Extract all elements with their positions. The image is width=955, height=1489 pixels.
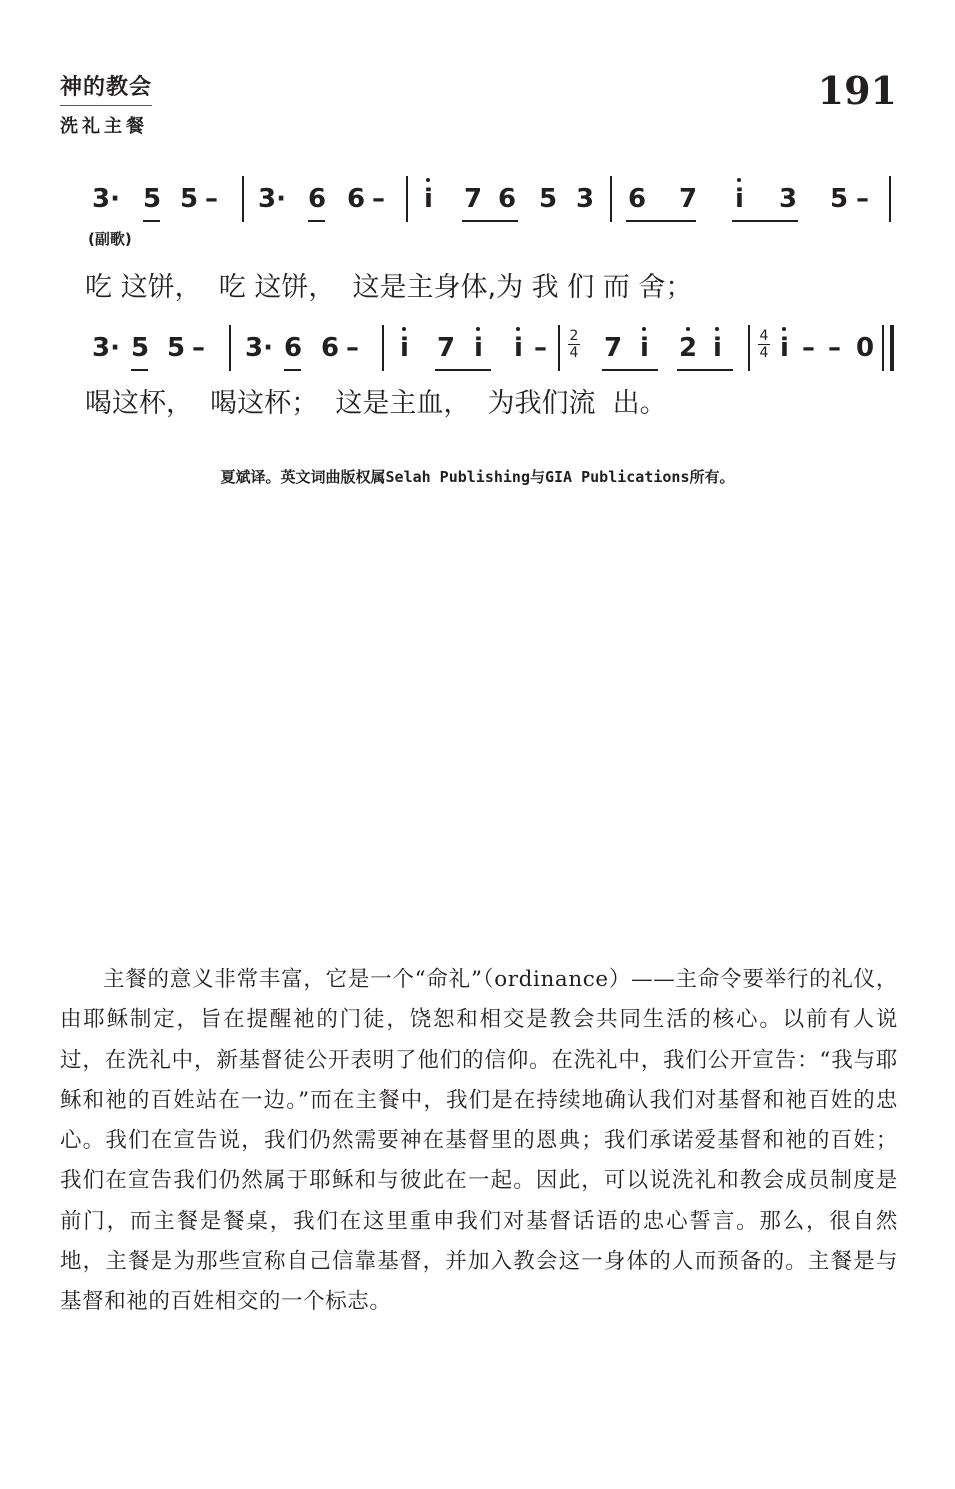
copyright-credit: 夏斌译。英文词曲版权属Selah Publishing与GIA Publications所有。: [220, 468, 735, 486]
dash: –: [828, 333, 841, 363]
note: i: [780, 333, 789, 363]
underline: [143, 220, 160, 222]
note: 2: [679, 333, 698, 363]
note: 3: [576, 184, 595, 214]
underline: [131, 369, 148, 371]
note: 6: [498, 184, 517, 214]
lyrics-line-1: 吃 这饼， 吃 这饼， 这是主身体,为 我 们 而 舍；: [85, 272, 693, 303]
note: 3·: [245, 333, 273, 363]
dash: –: [346, 333, 359, 363]
note: i: [713, 333, 722, 363]
time-sig-top: 2: [569, 328, 579, 344]
note: 6: [347, 184, 366, 214]
score-line-2: [0, 328, 955, 383]
note: i: [474, 333, 483, 363]
dash: –: [205, 184, 218, 214]
note: i: [640, 333, 649, 363]
dash: –: [856, 184, 869, 214]
note: 5: [830, 184, 849, 214]
section-title: 洗礼主餐: [60, 116, 148, 137]
note: i: [514, 333, 523, 363]
underline: [462, 220, 518, 222]
note: 3·: [92, 184, 120, 214]
note: i: [735, 184, 744, 214]
note: 7: [464, 184, 483, 214]
score-line-1: [0, 184, 955, 234]
barline: [889, 176, 891, 222]
note: 6: [628, 184, 647, 214]
dash: –: [802, 333, 815, 363]
note: i: [424, 184, 433, 214]
time-sig-bottom: 4: [759, 345, 769, 361]
note: 5: [180, 184, 199, 214]
lyrics-line-2: 喝这杯， 喝这杯； 这是主血， 为我们流 出。: [85, 388, 667, 419]
note: 5: [143, 184, 162, 214]
note: 3·: [92, 333, 120, 363]
dash: –: [534, 333, 547, 363]
note: 3: [779, 184, 798, 214]
time-signature: [568, 329, 580, 360]
note: 6: [321, 333, 340, 363]
dash: –: [372, 184, 385, 214]
time-sig-bottom: 4: [569, 345, 579, 361]
underline: [677, 369, 733, 371]
book-title: 神的教会: [60, 70, 152, 106]
note: 3·: [258, 184, 286, 214]
underline: [602, 369, 658, 371]
note: 7: [437, 333, 456, 363]
page-number: 191: [817, 68, 897, 113]
underline: [284, 369, 301, 371]
note: 7: [679, 184, 698, 214]
barline: [406, 176, 408, 222]
note: 5: [167, 333, 186, 363]
note: 0: [856, 333, 875, 363]
barline: [382, 325, 384, 371]
time-signature: [758, 329, 770, 360]
barline: [610, 176, 612, 222]
underline: [435, 369, 491, 371]
final-barline: [882, 325, 894, 371]
note: 5: [131, 333, 150, 363]
note: 7: [604, 333, 623, 363]
running-header: [60, 70, 152, 138]
chorus-tag: (副歌): [88, 230, 132, 248]
note: i: [400, 333, 409, 363]
underline: [626, 220, 696, 222]
underline: [732, 220, 798, 222]
underline: [308, 220, 325, 222]
body-paragraph: 主餐的意义非常丰富，它是一个“命礼”（ordinance）——主命令要举行的礼仪，由耶稣制定，旨在提醒祂的门徒，饶恕和相交是教会共同生活的核心。以前有人说过，在洗礼中，新基督徒公开表明了他们的信仰。在洗礼中，我们公开宣告：“我与耶稣和祂的百姓站在一边。”而在主餐中，我们是在持续地确认我们对基督和祂百姓的忠心。我们在宣告说，我们仍然需要神在基督里的恩典；我们承诺爱基督和祂的百姓；我们在宣告我们仍然属于耶稣和与彼此在一起。因此，可以说洗礼和教会成员制度是前门，而主餐是餐桌，我们在这里重申我们对基督话语的忠心誓言。那么，很自然地，主餐是为那些宣称自己信靠基督，并加入教会这一身体的人而预备的。主餐是与基督和祂的百姓相交的一个标志。: [60, 967, 898, 1315]
time-sig-top: 4: [759, 328, 769, 344]
note: 6: [308, 184, 327, 214]
barline: [748, 325, 750, 371]
barline: [558, 325, 560, 371]
note: 5: [539, 184, 558, 214]
note: 6: [284, 333, 303, 363]
dash: –: [192, 333, 205, 363]
barline: [242, 176, 244, 222]
barline: [229, 325, 231, 371]
